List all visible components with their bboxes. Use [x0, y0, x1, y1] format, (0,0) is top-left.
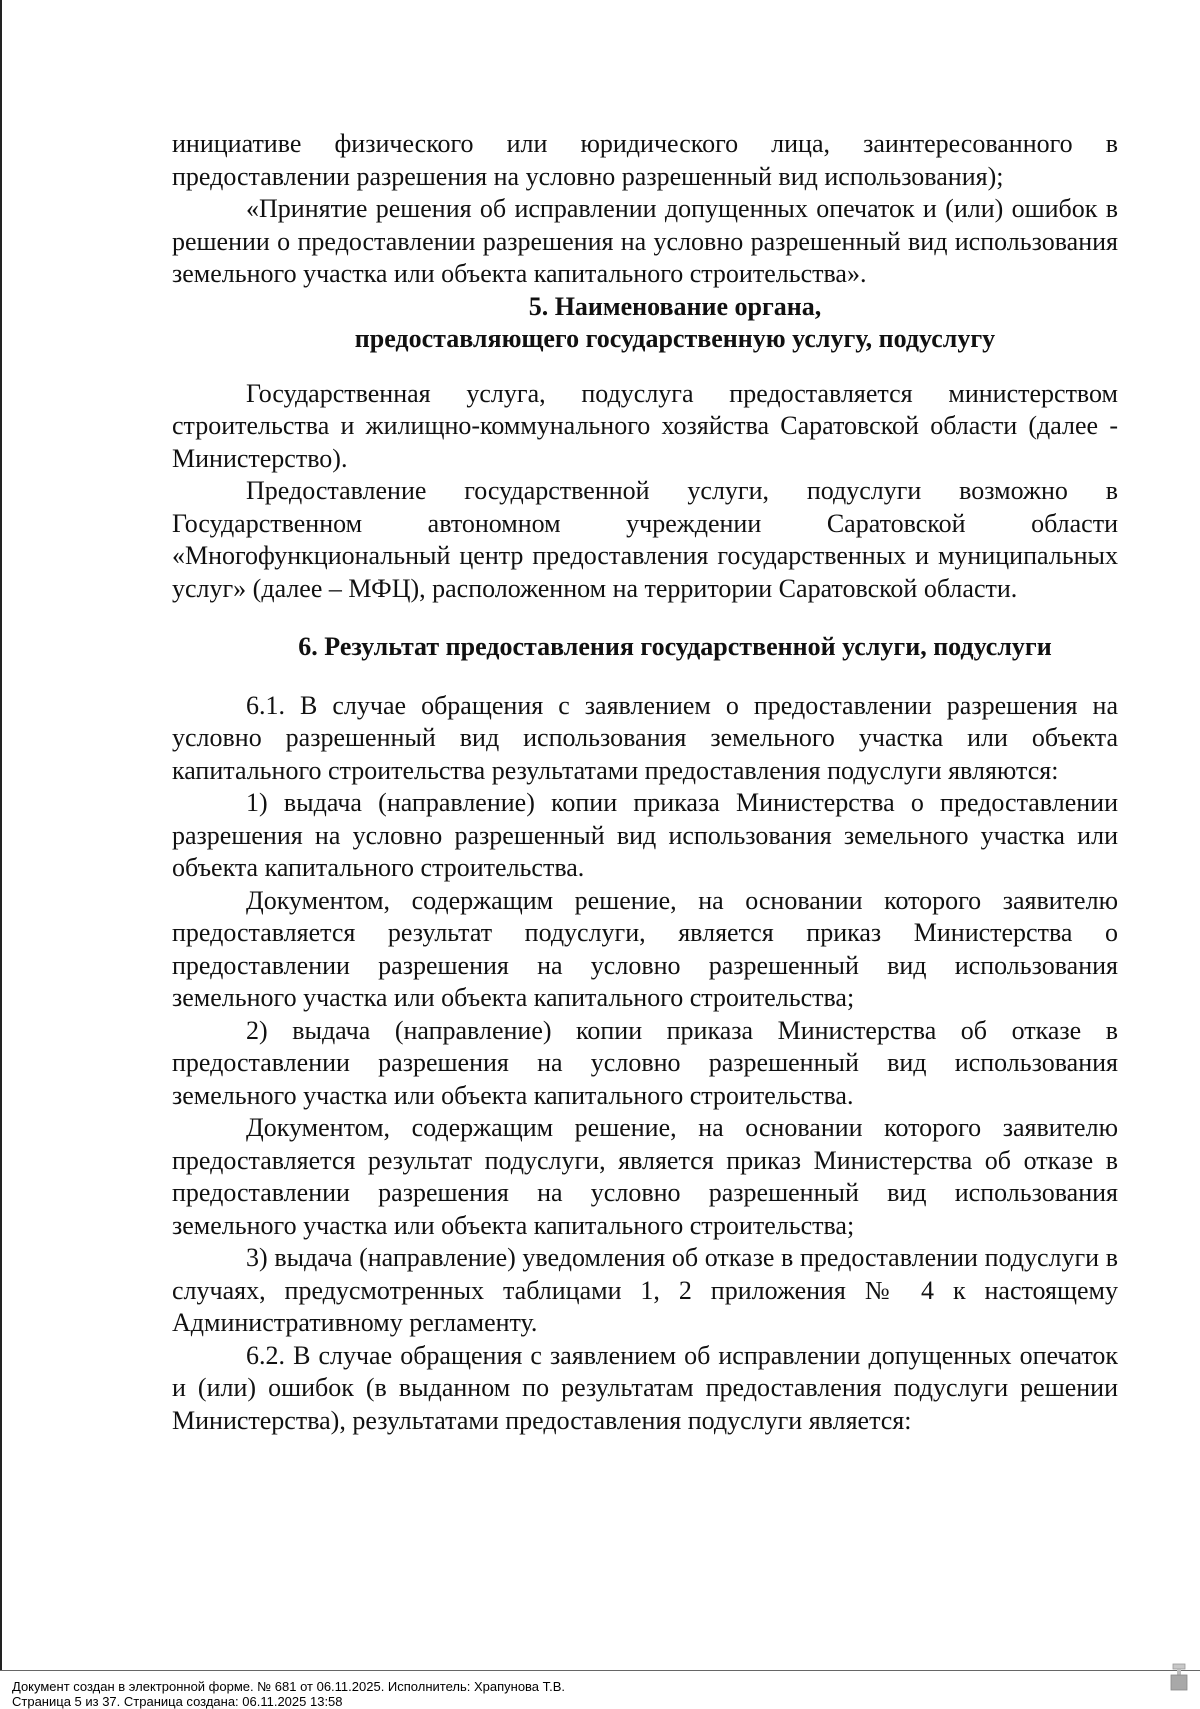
- paragraph: «Принятие решения об исправлении допущенных опечаток и (или) ошибок в решении о предоставлении разрешения на условно разрешенный вид использования земельного участка или объекта капитального строительства».: [172, 194, 1118, 288]
- page-edge: [0, 0, 2, 1698]
- paragraph: Документом, содержащим решение, на основании которого заявителю предоставляется результат подуслуги, является приказ Министерства об отказе в предоставлении разрешения на условно разрешенный вид использования земельного участка или объекта капитального строительства;: [172, 1113, 1118, 1240]
- document-footer: [0, 1670, 1200, 1709]
- paragraph: 3) выдача (направление) уведомления об отказе в предоставлении подуслуги в случаях, предусмотренных таблицами 1, 2 приложения № 4 к настоящему Административному регламенту.: [172, 1243, 1118, 1337]
- stamp-icon: [1170, 1662, 1188, 1692]
- footer-line-1: Документ создан в электронной форме. № 681 от 06.11.2025. Исполнитель: Храпунова Т.В.: [12, 1679, 566, 1694]
- document-body: [172, 128, 1118, 1437]
- paragraph: 2) выдача (направление) копии приказа Министерства об отказе в предоставлении разрешения на условно разрешенный вид использования земельного участка или объекта капитального строительства.: [172, 1015, 1118, 1110]
- section-5-heading: [172, 291, 1118, 356]
- paragraph: 1) выдача (направление) копии приказа Министерства о предоставлении разрешения на условно разрешенный вид использования земельного участка или объекта капитального строительства.: [172, 788, 1118, 882]
- paragraph: 6.2. В случае обращения с заявлением об исправлении допущенных опечаток и (или) ошибок (в выданном по результатам предоставления подуслуги решении Министерства), результатами предоставления подуслуги является:: [172, 1340, 1118, 1435]
- paragraph: инициативе физического или юридического лица, заинтересованного в предоставлении разрешения на условно разрешенный вид использования);: [172, 129, 1118, 191]
- section-6-heading-text: 6. Результат предоставления государственной услуги, подуслуги: [298, 632, 1052, 661]
- paragraph: Предоставление государственной услуги, подуслуги возможно в Государственном автономном учреждении Саратовской области «Многофункциональный центр предоставления государственных и муниципальных услуг» (далее – МФЦ), расположенном на территории Саратовской области.: [172, 476, 1118, 603]
- footer-line-2: Страница 5 из 37. Страница создана: 06.11.2025 13:58: [12, 1694, 343, 1709]
- section-5-heading-line1: 5. Наименование органа,: [528, 291, 822, 321]
- section-5-heading-line2: предоставляющего государственную услугу, подуслугу: [354, 324, 996, 353]
- paragraph: 6.1. В случае обращения с заявлением о предоставлении разрешения на условно разрешенный вид использования земельного участка или объекта капитального строительства результатами предоставления подуслуги являются:: [172, 690, 1118, 785]
- paragraph: Документом, содержащим решение, на основании которого заявителю предоставляется результат подуслуги, является приказ Министерства о предоставлении разрешения на условно разрешенный вид использования земельного участка или объекта капитального строительства;: [172, 885, 1118, 1012]
- paragraph: Государственная услуга, подуслуга предоставляется министерством строительства и жилищно-коммунального хозяйства Саратовской области (далее - Министерство).: [172, 378, 1118, 473]
- section-6-heading: [172, 631, 1118, 664]
